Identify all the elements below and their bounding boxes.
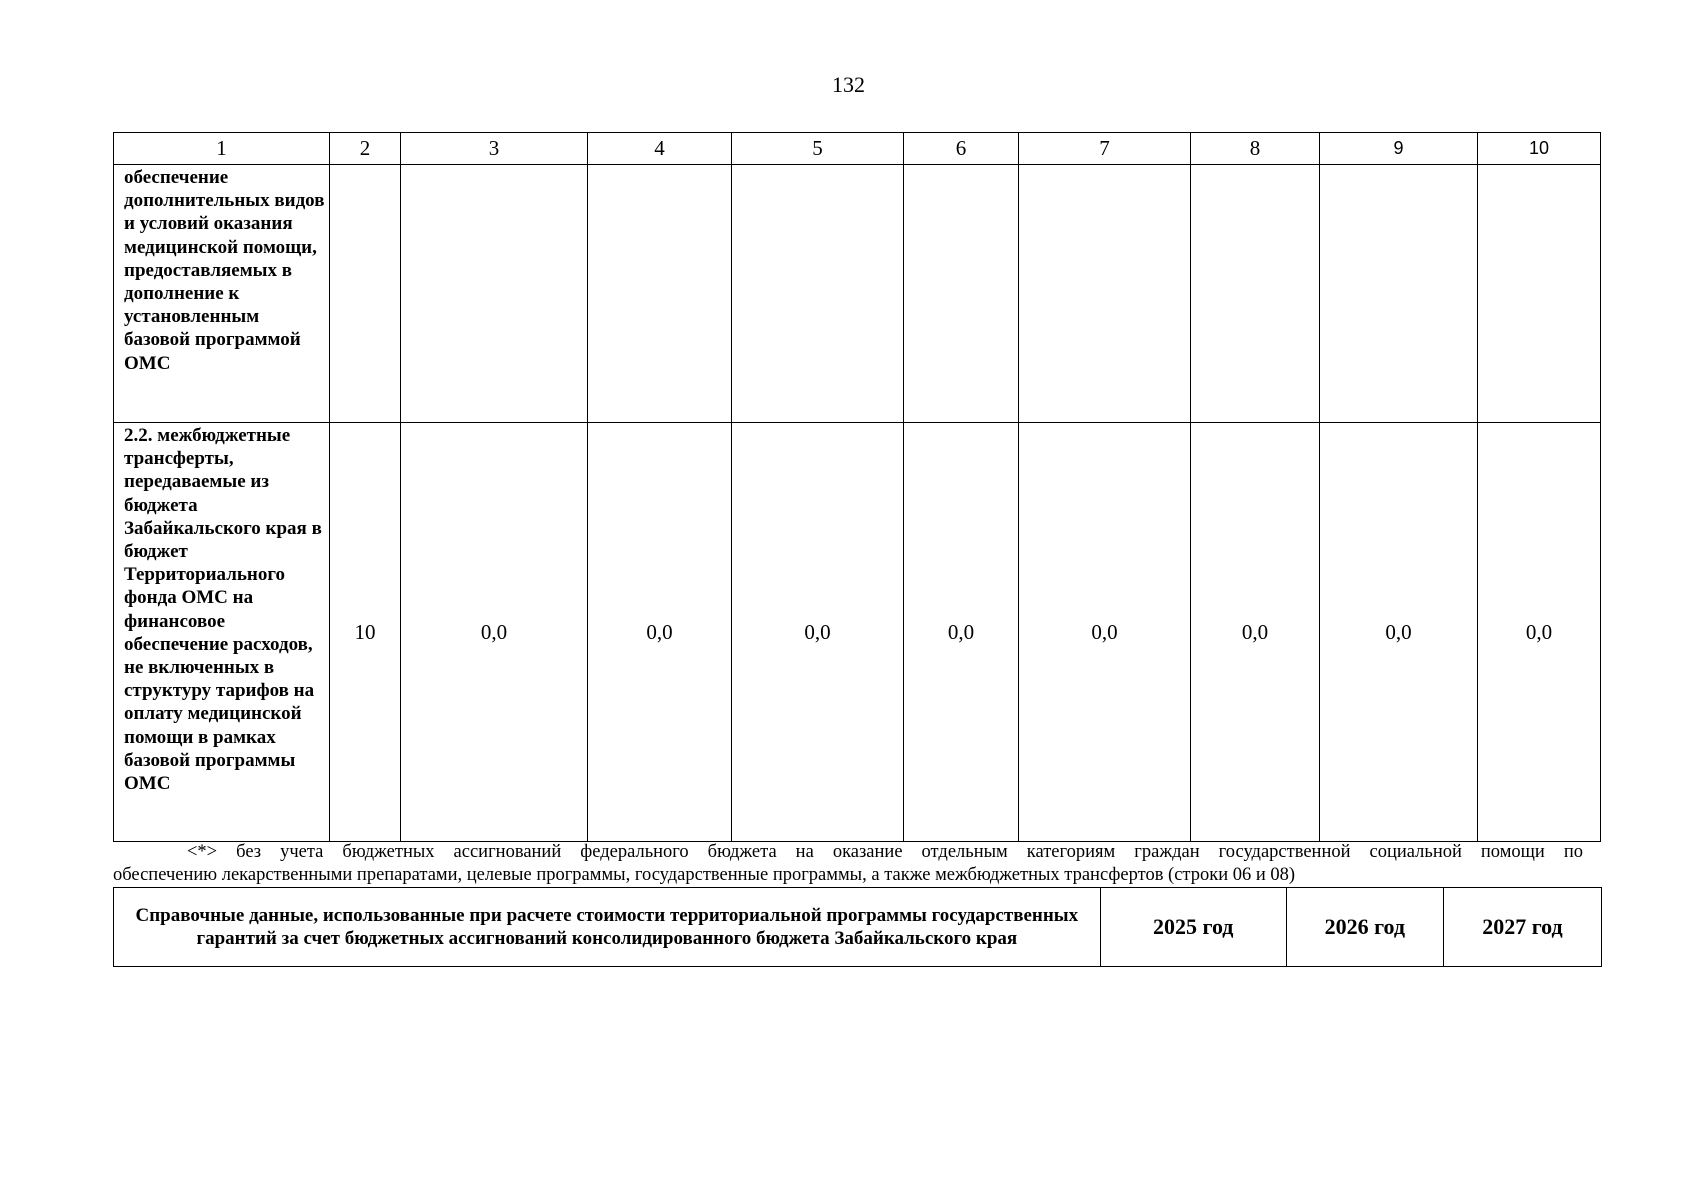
table-cell: 0,0 bbox=[1320, 423, 1478, 842]
column-number: 6 bbox=[904, 133, 1019, 165]
table-cell: 0,0 bbox=[401, 423, 588, 842]
column-number: 1 bbox=[114, 133, 330, 165]
column-number: 9 bbox=[1320, 133, 1478, 165]
footnote-line: <*> без учета бюджетных ассигнований федерального бюджета на оказание отдельным категориям граждан государственной социальной помощи по bbox=[187, 842, 1583, 862]
table-cell bbox=[732, 165, 904, 423]
reference-title: Справочные данные, использованные при расчете стоимости территориальной программы государственных гарантий за счет бюджетных ассигнований консолидированного бюджета Забайкальского края bbox=[114, 888, 1101, 967]
table-cell bbox=[1478, 165, 1601, 423]
table-row bbox=[114, 165, 1601, 423]
column-number: 4 bbox=[588, 133, 732, 165]
page-number: 132 bbox=[832, 72, 865, 97]
table-cell: 0,0 bbox=[1019, 423, 1191, 842]
table-cell: 0,0 bbox=[1191, 423, 1320, 842]
row-label: обеспечение дополнительных видов и условий оказания медицинской помощи, предоставляемых в дополнение к установленным базовой программой ОМС bbox=[114, 165, 330, 423]
reference-data-table bbox=[113, 887, 1602, 967]
row-label: 2.2. межбюджетные трансферты, передаваемые из бюджета Забайкальского края в бюджет Территориального фонда ОМС на финансовое обеспечение расходов, не включенных в структуру тарифов на оплату медицинской помощи в рамках базовой программы ОМС bbox=[114, 423, 330, 842]
table-cell bbox=[1320, 165, 1478, 423]
table-cell: 0,0 bbox=[904, 423, 1019, 842]
footnote-line: обеспечению лекарственными препаратами, целевые программы, государственные программы, а также межбюджетных трансфертов (строки 06 и 08) bbox=[113, 865, 1296, 885]
financing-table bbox=[113, 132, 1601, 842]
table-cell bbox=[1019, 165, 1191, 423]
column-number: 2 bbox=[330, 133, 401, 165]
table-row bbox=[114, 423, 1601, 842]
column-number: 5 bbox=[732, 133, 904, 165]
table-cell: 0,0 bbox=[732, 423, 904, 842]
column-number-row bbox=[114, 133, 1601, 165]
row-code-cell: 10 bbox=[330, 423, 401, 842]
table-cell: 0,0 bbox=[588, 423, 732, 842]
table-cell: 0,0 bbox=[1478, 423, 1601, 842]
year-header: 2025 год bbox=[1100, 888, 1286, 967]
column-number: 10 bbox=[1478, 133, 1601, 165]
column-number: 8 bbox=[1191, 133, 1320, 165]
year-header: 2026 год bbox=[1286, 888, 1443, 967]
reference-header-row bbox=[114, 888, 1602, 967]
table-cell bbox=[1191, 165, 1320, 423]
year-header: 2027 год bbox=[1443, 888, 1601, 967]
table-cell bbox=[330, 165, 401, 423]
footnote bbox=[113, 841, 1583, 887]
table-cell bbox=[588, 165, 732, 423]
column-number: 3 bbox=[401, 133, 588, 165]
column-number: 7 bbox=[1019, 133, 1191, 165]
table-cell bbox=[904, 165, 1019, 423]
table-cell bbox=[401, 165, 588, 423]
